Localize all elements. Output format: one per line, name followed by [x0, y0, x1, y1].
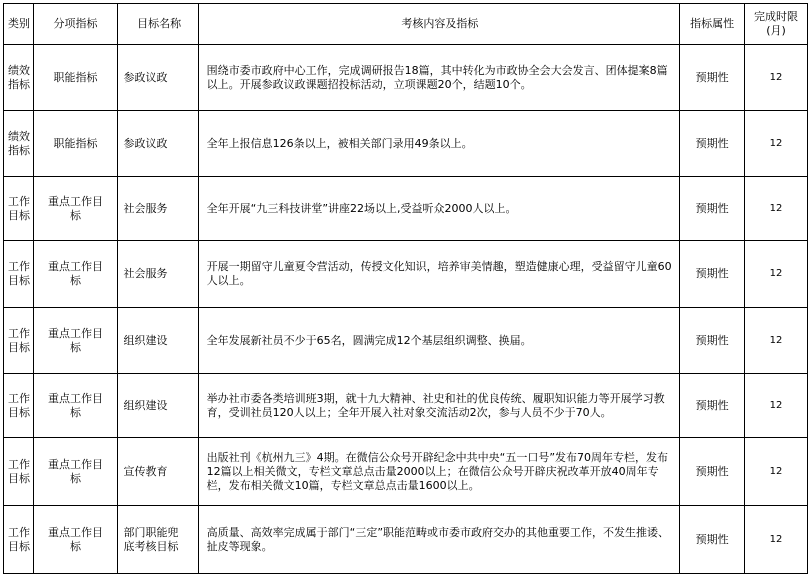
cell-sub-indicator: 重点工作目标	[34, 177, 117, 241]
cell-sub-indicator: 重点工作目标	[34, 438, 117, 506]
header-content: 考核内容及指标	[198, 4, 680, 45]
cell-target-name: 组织建设	[117, 374, 198, 438]
table-row	[4, 374, 808, 438]
cell-attribute: 预期性	[680, 374, 745, 438]
assessment-table	[3, 3, 808, 574]
cell-target-name: 宣传教育	[117, 438, 198, 506]
cell-deadline: 12	[745, 374, 808, 438]
cell-sub-indicator: 职能指标	[34, 111, 117, 177]
cell-category: 工作目标	[4, 308, 34, 374]
cell-attribute: 预期性	[680, 111, 745, 177]
header-target-name: 目标名称	[117, 4, 198, 45]
cell-content: 全年发展新社员不少于65名，圆满完成12个基层组织调整、换届。	[198, 308, 680, 374]
table-row	[4, 111, 808, 177]
table-row	[4, 506, 808, 574]
table-header-row	[4, 4, 808, 45]
cell-deadline: 12	[745, 506, 808, 574]
cell-category: 工作目标	[4, 374, 34, 438]
cell-category: 工作目标	[4, 241, 34, 308]
table-row	[4, 177, 808, 241]
table-row	[4, 438, 808, 506]
cell-deadline: 12	[745, 177, 808, 241]
cell-deadline: 12	[745, 438, 808, 506]
cell-category: 绩效指标	[4, 111, 34, 177]
cell-attribute: 预期性	[680, 177, 745, 241]
cell-deadline: 12	[745, 111, 808, 177]
table-row	[4, 45, 808, 111]
cell-sub-indicator: 重点工作目标	[34, 241, 117, 308]
cell-category: 工作目标	[4, 506, 34, 574]
cell-category: 工作目标	[4, 438, 34, 506]
cell-content: 出版社刊《杭州九三》4期。在微信公众号开辟纪念中共中央“五一口号”发布70周年专栏，发布12篇以上相关微文，专栏文章总点击量2000以上；在微信公众号开辟庆祝改革开放40周年专栏，发布相关微文10篇，专栏文章总点击量1600以上。	[198, 438, 680, 506]
header-deadline: 完成时限(月)	[745, 4, 808, 45]
cell-content: 全年上报信息126条以上，被相关部门录用49条以上。	[198, 111, 680, 177]
table-row	[4, 308, 808, 374]
table-row	[4, 241, 808, 308]
cell-attribute: 预期性	[680, 438, 745, 506]
cell-attribute: 预期性	[680, 308, 745, 374]
cell-sub-indicator: 重点工作目标	[34, 308, 117, 374]
header-attribute: 指标属性	[680, 4, 745, 45]
cell-sub-indicator: 职能指标	[34, 45, 117, 111]
cell-category: 工作目标	[4, 177, 34, 241]
cell-attribute: 预期性	[680, 45, 745, 111]
cell-target-name: 社会服务	[117, 177, 198, 241]
cell-attribute: 预期性	[680, 506, 745, 574]
cell-deadline: 12	[745, 45, 808, 111]
cell-content: 高质量、高效率完成属于部门“三定”职能范畴或市委市政府交办的其他重要工作，不发生推诿、扯皮等现象。	[198, 506, 680, 574]
cell-deadline: 12	[745, 241, 808, 308]
cell-target-name: 参政议政	[117, 111, 198, 177]
header-category: 类别	[4, 4, 34, 45]
cell-content: 举办社市委各类培训班3期，就十九大精神、社史和社的优良传统、履职知识能力等开展学习教育，受训社员120人以上；全年开展入社对象交流活动2次，参与人员不少于70人。	[198, 374, 680, 438]
cell-target-name: 部门职能兜底考核目标	[117, 506, 198, 574]
cell-target-name: 参政议政	[117, 45, 198, 111]
cell-target-name: 组织建设	[117, 308, 198, 374]
cell-sub-indicator: 重点工作目标	[34, 506, 117, 574]
cell-target-name: 社会服务	[117, 241, 198, 308]
cell-category: 绩效指标	[4, 45, 34, 111]
cell-content: 开展一期留守儿童夏令营活动，传授文化知识，培养审美情趣，塑造健康心理，受益留守儿童60人以上。	[198, 241, 680, 308]
cell-attribute: 预期性	[680, 241, 745, 308]
cell-content: 围绕市委市政府中心工作，完成调研报告18篇，其中转化为市政协全会大会发言、团体提案8篇以上。开展参政议政课题招投标活动，立项课题20个，结题10个。	[198, 45, 680, 111]
cell-sub-indicator: 重点工作目标	[34, 374, 117, 438]
header-sub-indicator: 分项指标	[34, 4, 117, 45]
cell-content: 全年开展“九三科技讲堂”讲座22场以上,受益听众2000人以上。	[198, 177, 680, 241]
cell-deadline: 12	[745, 308, 808, 374]
